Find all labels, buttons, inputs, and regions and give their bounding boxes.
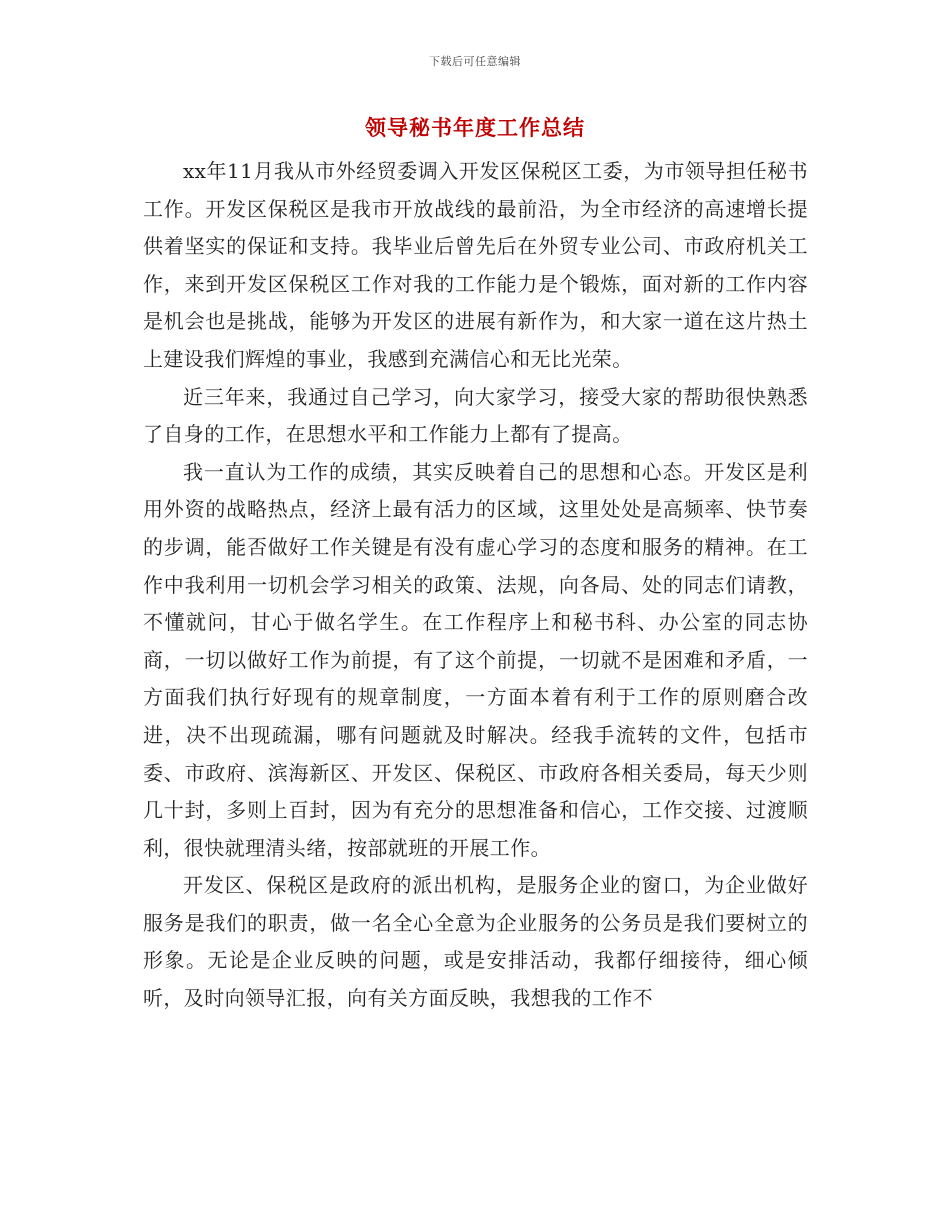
paragraph: 近三年来，我通过自己学习，向大家学习，接受大家的帮助很快熟悉了自身的工作，在思想水平和工作能力上都有了提高。 [143,384,808,447]
document-body [143,153,808,1018]
paragraph: xx年11月我从市外经贸委调入开发区保税区工委，为市领导担任秘书工作。开发区保税区是我市开放战线的最前沿，为全市经济的高速增长提供着坚实的保证和支持。我毕业后曾先后在外贸专业公司、市政府机关工作，来到开发区保税区工作对我的工作能力是个锻炼，面对新的工作内容是机会也是挑战，能够为开发区的进展有新作为，和大家一道在这片热土上建设我们辉煌的事业，我感到充满信心和无比光荣。 [143,159,808,371]
header-note: 下载后可任意编辑 [429,55,521,68]
paragraph: 开发区、保税区是政府的派出机构，是服务企业的窗口，为企业做好服务是我们的职责，做一名全心全意为企业服务的公务员是我们要树立的形象。无论是企业反映的问题，或是安排活动，我都仔细接待，细心倾听，及时向领导汇报，向有关方面反映，我想我的工作不 [143,873,808,1011]
paragraph: 我一直认为工作的成绩，其实反映着自己的思想和心态。开发区是利用外资的战略热点，经济上最有活力的区域，这里处处是高频率、快节奏的步调，能否做好工作关键是有没有虚心学习的态度和服务的精神。在工作中我利用一切机会学习相关的政策、法规，向各局、处的同志们请教，不懂就问，甘心于做名学生。在工作程序上和秘书科、办公室的同志协商，一切以做好工作为前提，有了这个前提，一切就不是困难和矛盾，一方面我们执行好现有的规章制度，一方面本着有利于工作的原则磨合改进，决不出现疏漏，哪有问题就及时解决。经我手流转的文件，包括市委、市政府、滨海新区、开发区、保税区、市政府各相关委局，每天少则几十封，多则上百封，因为有充分的思想准备和信心，工作交接、过渡顺利，很快就理清头绪，按部就班的开展工作。 [143,459,808,860]
document-title: 领导秘书年度工作总结 [365,116,585,140]
